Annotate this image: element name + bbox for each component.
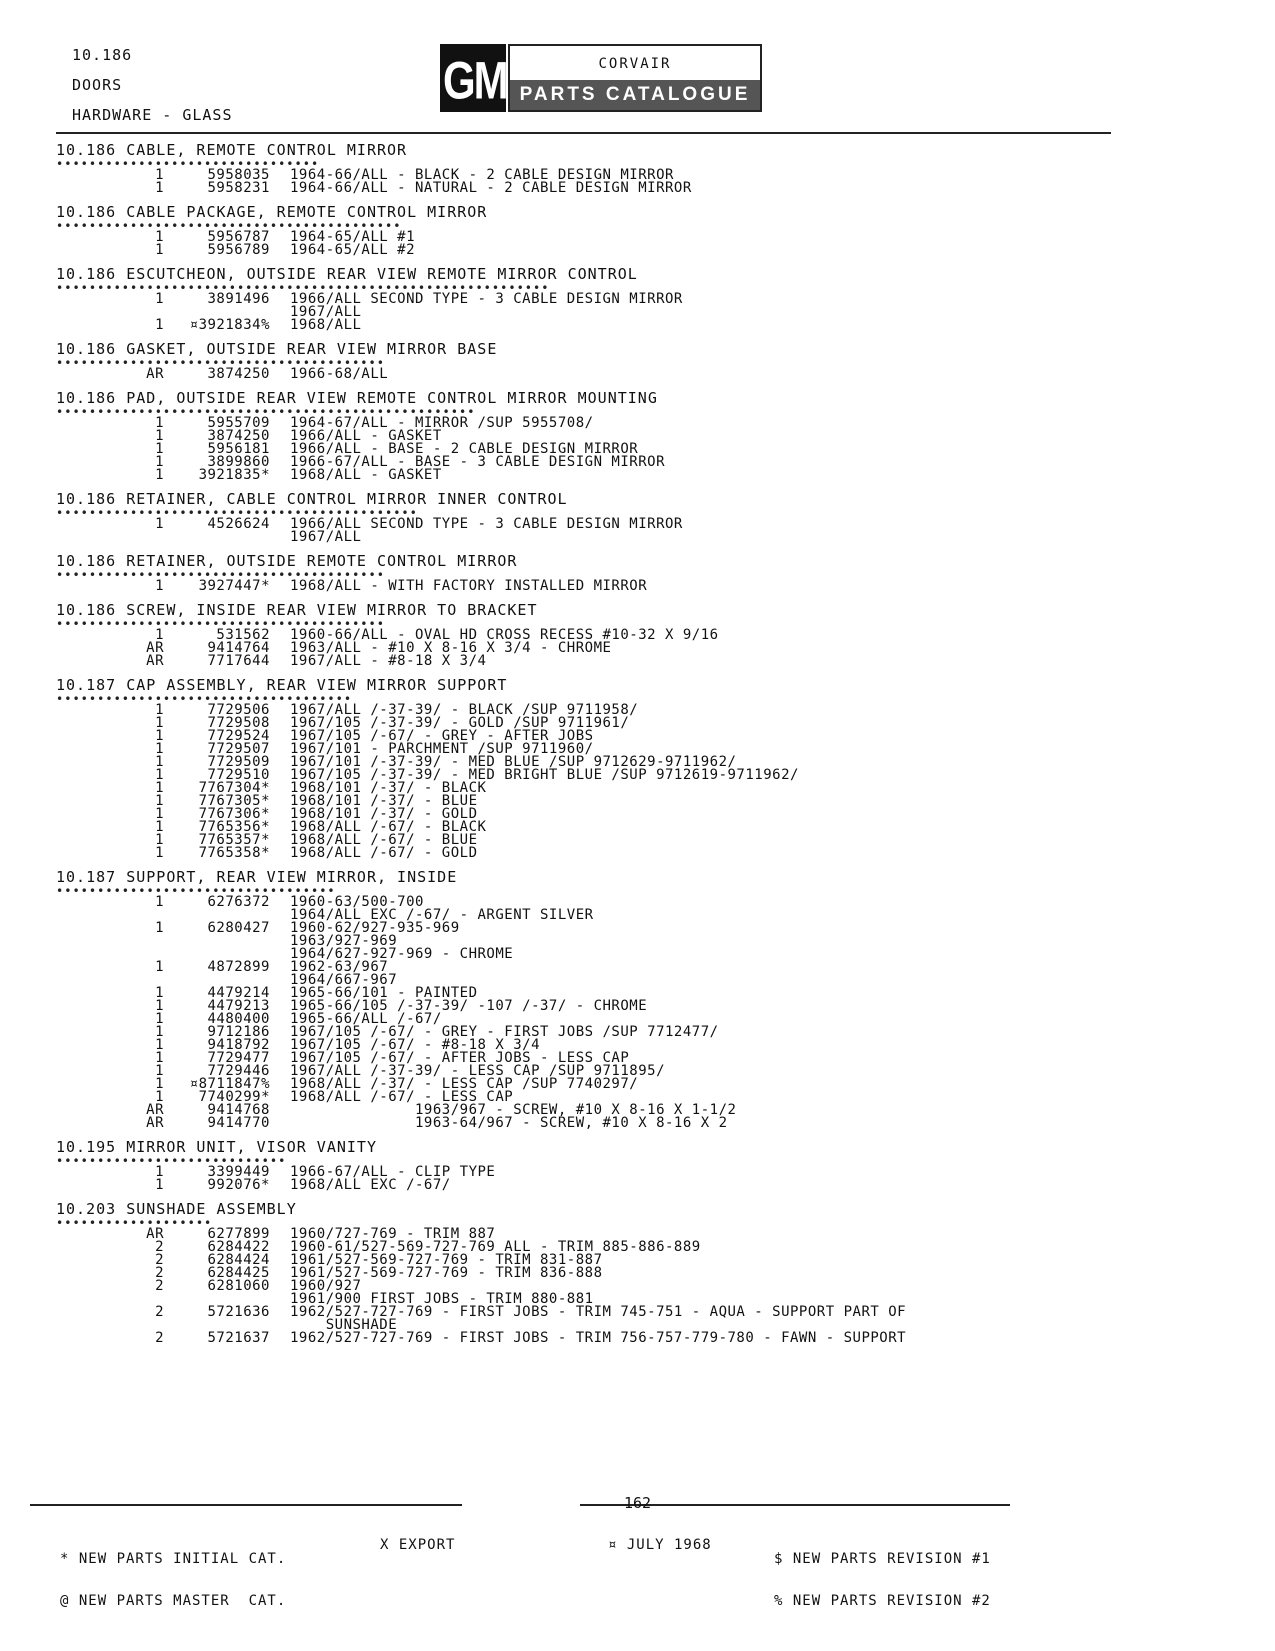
- part-description: 1964-66/ALL - NATURAL - 2 CABLE DESIGN MIRROR: [290, 180, 692, 196]
- part-row: [56, 580, 1116, 593]
- part-quantity: 1: [155, 780, 164, 796]
- part-quantity: 1: [155, 1177, 164, 1193]
- part-number: 9414770: [207, 1115, 270, 1131]
- part-number: 3891496: [207, 291, 270, 307]
- part-quantity: 1: [155, 806, 164, 822]
- part-quantity: 1: [155, 167, 164, 183]
- part-description: 1968/ALL /-67/ - BLUE: [290, 832, 478, 848]
- part-number: 531562: [216, 627, 270, 643]
- part-quantity: 1: [155, 415, 164, 431]
- parts-section: [56, 1137, 1116, 1192]
- parts-section: [56, 140, 1116, 195]
- part-row: [56, 293, 1116, 306]
- part-number: 4480400: [207, 1011, 270, 1027]
- part-quantity: 1: [155, 627, 164, 643]
- section-title: 10.186 PAD, OUTSIDE REAR VIEW REMOTE CONTROL MIRROR MOUNTING: [56, 389, 658, 407]
- part-quantity: 2: [155, 1239, 164, 1255]
- part-quantity: 1: [155, 1050, 164, 1066]
- footer-legend-right: [774, 1524, 991, 1622]
- part-quantity: 1: [155, 741, 164, 757]
- leader-dots: ••••••••••••••••••••••••••••••••••••••••••••: [56, 509, 418, 518]
- legend-revision-2: % NEW PARTS REVISION #2: [774, 1593, 991, 1609]
- brand-catalogue: PARTS CATALOGUE: [510, 80, 760, 110]
- part-quantity: 1: [155, 428, 164, 444]
- part-row: [56, 518, 1116, 531]
- part-number: 7729510: [207, 767, 270, 783]
- part-description: 1960/727-769 - TRIM 887: [290, 1226, 496, 1242]
- part-quantity: 1: [155, 985, 164, 1001]
- part-quantity: 1: [155, 728, 164, 744]
- part-description: 1963-64/967 - SCREW, #10 X 8-16 X 2: [290, 1115, 728, 1131]
- part-number: 9418792: [207, 1037, 270, 1053]
- part-quantity: 1: [155, 229, 164, 245]
- part-number: 5955709: [207, 415, 270, 431]
- section-title: 10.187 SUPPORT, REAR VIEW MIRROR, INSIDE: [56, 868, 458, 886]
- part-description: 1965-66/101 - PAINTED: [290, 985, 478, 1001]
- leader-dots: ••••••••••••••••••••••••••••••••••••••••: [56, 571, 385, 580]
- leader-dots: ••••••••••••••••••••••••••••••••••••: [56, 695, 353, 704]
- section-title: 10.186 CABLE, REMOTE CONTROL MIRROR: [56, 141, 408, 159]
- part-quantity: [56, 909, 164, 922]
- parts-section: [56, 388, 1116, 482]
- parts-section: [56, 339, 1116, 381]
- part-description: 1964-65/ALL #1: [290, 229, 416, 245]
- legend-export: X EXPORT: [380, 1537, 456, 1553]
- part-number: 3874250: [207, 428, 270, 444]
- part-number: [164, 531, 290, 544]
- part-description: 1967/ALL /-37-39/ - BLACK /SUP 9711958/: [290, 702, 639, 718]
- part-row: [56, 935, 1116, 948]
- part-quantity: 1: [155, 920, 164, 936]
- brand-model: CORVAIR: [598, 56, 672, 72]
- part-quantity: 1: [155, 715, 164, 731]
- part-number: 6284422: [207, 1239, 270, 1255]
- part-description: 1966/ALL SECOND TYPE - 3 CABLE DESIGN MIRROR: [290, 291, 683, 307]
- part-description: 1964-67/ALL - MIRROR /SUP 5955708/: [290, 415, 594, 431]
- part-description: 1967/105 /-67/ - #8-18 X 3/4: [290, 1037, 541, 1053]
- leader-dots: ••••••••••••••••••••••••••••••••••••••••: [56, 359, 385, 368]
- part-quantity: 1: [155, 516, 164, 532]
- part-description: 1966-67/ALL - CLIP TYPE: [290, 1164, 496, 1180]
- part-number: 9414764: [207, 640, 270, 656]
- legend-initial: * NEW PARTS INITIAL CAT.: [60, 1551, 287, 1567]
- part-number: 5721636: [207, 1304, 270, 1320]
- part-number: 9712186: [207, 1024, 270, 1040]
- part-description: 1968/ALL /-67/ - BLACK: [290, 819, 487, 835]
- part-quantity: 1: [155, 832, 164, 848]
- leader-dots: ••••••••••••••••••••••••••••••••: [56, 160, 320, 169]
- part-quantity: 1: [155, 754, 164, 770]
- part-description: 1968/ALL - WITH FACTORY INSTALLED MIRROR: [290, 578, 648, 594]
- part-quantity: 1: [155, 1089, 164, 1105]
- legend-master: @ NEW PARTS MASTER CAT.: [60, 1593, 287, 1609]
- part-quantity: 1: [155, 793, 164, 809]
- part-description: 1967/105 /-37-39/ - GOLD /SUP 9711961/: [290, 715, 630, 731]
- part-quantity: 2: [155, 1330, 164, 1346]
- part-quantity: 1: [155, 845, 164, 861]
- part-quantity: AR: [146, 366, 164, 382]
- part-description: 1965-66/105 /-37-39/ -107 /-37/ - CHROME: [290, 998, 648, 1014]
- section-title: 10.195 MIRROR UNIT, VISOR VANITY: [56, 1138, 377, 1156]
- part-description: 1960-66/ALL - OVAL HD CROSS RECESS #10-32 X 9/16: [290, 627, 719, 643]
- legend-revision-1: $ NEW PARTS REVISION #1: [774, 1551, 991, 1567]
- part-number: [164, 935, 290, 948]
- part-description: 1963/927-969: [290, 933, 398, 949]
- part-description: 1961/527-569-727-769 - TRIM 836-888: [290, 1265, 603, 1281]
- part-description: 1960-63/500-700: [290, 894, 424, 910]
- part-quantity: 1: [155, 1164, 164, 1180]
- group-name: DOORS: [72, 76, 123, 94]
- part-row: [56, 1306, 1116, 1319]
- part-number: 7767306*: [198, 806, 270, 822]
- part-row: [56, 847, 1116, 860]
- part-description: 1964/667-967: [290, 972, 398, 988]
- subgroup-name: HARDWARE - GLASS: [72, 106, 233, 124]
- part-number: 7767304*: [198, 780, 270, 796]
- part-row: [56, 319, 1116, 332]
- part-quantity: AR: [146, 653, 164, 669]
- header-left: [72, 40, 233, 130]
- part-description: 1968/101 /-37/ - BLACK: [290, 780, 487, 796]
- part-number: 7729506: [207, 702, 270, 718]
- part-row: [56, 182, 1116, 195]
- part-number: 7717644: [207, 653, 270, 669]
- part-number: ¤3921834%: [189, 317, 270, 333]
- part-number: 3399449: [207, 1164, 270, 1180]
- part-number: 7729446: [207, 1063, 270, 1079]
- part-quantity: 1: [155, 1076, 164, 1092]
- part-quantity: [56, 306, 164, 319]
- part-quantity: [56, 948, 164, 961]
- leader-dots: ••••••••••••••••••••••••••••••••••: [56, 887, 336, 896]
- part-quantity: 1: [155, 1011, 164, 1027]
- part-number: 5958035: [207, 167, 270, 183]
- part-number: 7765358*: [198, 845, 270, 861]
- part-number: 6277899: [207, 1226, 270, 1242]
- part-row: [56, 655, 1116, 668]
- part-description: 1964-65/ALL #2: [290, 242, 416, 258]
- parts-listing: [56, 140, 1116, 1352]
- parts-section: [56, 489, 1116, 544]
- part-number: 3899860: [207, 454, 270, 470]
- part-row: [56, 961, 1116, 974]
- part-description: 1962-63/967: [290, 959, 389, 975]
- part-description: 1964/627-927-969 - CHROME: [290, 946, 514, 962]
- parts-section: [56, 551, 1116, 593]
- part-quantity: 2: [155, 1278, 164, 1294]
- part-description: 1961/527-569-727-769 - TRIM 831-887: [290, 1252, 603, 1268]
- part-description: 1966/ALL SECOND TYPE - 3 CABLE DESIGN MIRROR: [290, 516, 683, 532]
- part-number: 6284425: [207, 1265, 270, 1281]
- part-number: 6276372: [207, 894, 270, 910]
- part-quantity: 2: [155, 1265, 164, 1281]
- part-description: 1963/ALL - #10 X 8-16 X 3/4 - CHROME: [290, 640, 612, 656]
- part-description: 1961/900 FIRST JOBS - TRIM 880-881: [290, 1291, 594, 1307]
- part-quantity: 1: [155, 1037, 164, 1053]
- part-number: 3874250: [207, 366, 270, 382]
- part-description: 1964/ALL EXC /-67/ - ARGENT SILVER: [290, 907, 594, 923]
- leader-dots: •••••••••••••••••••••••••••••••••••••••••••••••••••: [56, 408, 476, 417]
- part-description: 1962/527-727-769 - FIRST JOBS - TRIM 745-751 - AQUA - SUPPORT PART OF: [290, 1304, 907, 1320]
- gm-logo: GM: [440, 44, 506, 112]
- part-row: [56, 531, 1116, 544]
- parts-section: [56, 675, 1116, 860]
- leader-dots: ••••••••••••••••••••••••••••••••••••••••••: [56, 222, 402, 231]
- part-quantity: 1: [155, 1063, 164, 1079]
- part-row: [56, 244, 1116, 257]
- part-row: [56, 1332, 1116, 1345]
- part-quantity: AR: [146, 640, 164, 656]
- part-description: 1968/101 /-37/ - GOLD: [290, 806, 478, 822]
- part-description: SUNSHADE: [290, 1317, 398, 1333]
- part-description: 1965-66/ALL /-67/: [290, 1011, 442, 1027]
- part-description: 1967/101 - PARCHMENT /SUP 9711960/: [290, 741, 594, 757]
- part-description: 1963/967 - SCREW, #10 X 8-16 X 1-1/2: [290, 1102, 737, 1118]
- part-quantity: 1: [155, 317, 164, 333]
- part-quantity: [56, 935, 164, 948]
- part-quantity: AR: [146, 1102, 164, 1118]
- part-quantity: 1: [155, 819, 164, 835]
- part-quantity: 1: [155, 702, 164, 718]
- part-row: [56, 469, 1116, 482]
- part-number: 4479214: [207, 985, 270, 1001]
- part-quantity: 1: [155, 242, 164, 258]
- part-quantity: AR: [146, 1115, 164, 1131]
- page-number: 162: [623, 1494, 652, 1512]
- part-quantity: 1: [155, 767, 164, 783]
- section-title: 10.203 SUNSHADE ASSEMBLY: [56, 1200, 297, 1218]
- part-description: 1966/ALL - GASKET: [290, 428, 442, 444]
- part-number: 3921835*: [198, 467, 270, 483]
- section-title: 10.186 RETAINER, CABLE CONTROL MIRROR INNER CONTROL: [56, 490, 568, 508]
- part-row: [56, 1117, 1116, 1130]
- section-title: 10.186 SCREW, INSIDE REAR VIEW MIRROR TO BRACKET: [56, 601, 538, 619]
- part-description: 1967/105 /-67/ - GREY - FIRST JOBS /SUP 7712477/: [290, 1024, 719, 1040]
- part-description: 1967/105 /-67/ - AFTER JOBS - LESS CAP: [290, 1050, 630, 1066]
- part-quantity: 1: [155, 454, 164, 470]
- part-number: 7729508: [207, 715, 270, 731]
- part-description: 1967/105 /-67/ - GREY - AFTER JOBS: [290, 728, 594, 744]
- leader-dots: ••••••••••••••••••••••••••••••••••••••••: [56, 620, 385, 629]
- part-number: 7729509: [207, 754, 270, 770]
- section-title: 10.186 CABLE PACKAGE, REMOTE CONTROL MIRROR: [56, 203, 488, 221]
- part-number: 7767305*: [198, 793, 270, 809]
- part-number: ¤8711847%: [189, 1076, 270, 1092]
- part-row: [56, 368, 1116, 381]
- part-description: 1968/ALL EXC /-67/: [290, 1177, 451, 1193]
- section-title: 10.186 RETAINER, OUTSIDE REMOTE CONTROL MIRROR: [56, 552, 518, 570]
- brand-box: [508, 44, 762, 112]
- part-quantity: [56, 974, 164, 987]
- part-quantity: 1: [155, 998, 164, 1014]
- part-row: [56, 922, 1116, 935]
- parts-section: [56, 264, 1116, 332]
- part-quantity: [56, 531, 164, 544]
- part-number: 6280427: [207, 920, 270, 936]
- part-description: 1962/527-727-769 - FIRST JOBS - TRIM 756-757-779-780 - FAWN - SUPPORT: [290, 1330, 907, 1346]
- part-quantity: 1: [155, 291, 164, 307]
- part-quantity: [56, 1319, 164, 1332]
- part-description: 1967/ALL - #8-18 X 3/4: [290, 653, 487, 669]
- part-number: 5956787: [207, 229, 270, 245]
- part-quantity: 1: [155, 467, 164, 483]
- part-number: 7729524: [207, 728, 270, 744]
- section-title: 10.186 ESCUTCHEON, OUTSIDE REAR VIEW REMOTE MIRROR CONTROL: [56, 265, 638, 283]
- parts-section: [56, 202, 1116, 257]
- part-description: 1960-61/527-569-727-769 ALL - TRIM 885-886-889: [290, 1239, 701, 1255]
- part-number: 7729507: [207, 741, 270, 757]
- part-quantity: [56, 1293, 164, 1306]
- part-quantity: 1: [155, 578, 164, 594]
- part-number: 4872899: [207, 959, 270, 975]
- leader-dots: •••••••••••••••••••: [56, 1219, 213, 1228]
- part-number: 6281060: [207, 1278, 270, 1294]
- parts-section: [56, 867, 1116, 1130]
- part-number: 7765356*: [198, 819, 270, 835]
- part-number: 5956181: [207, 441, 270, 457]
- part-number: 992076*: [207, 1177, 270, 1193]
- part-description: 1968/101 /-37/ - BLUE: [290, 793, 478, 809]
- parts-section: [56, 600, 1116, 668]
- part-quantity: 1: [155, 894, 164, 910]
- part-quantity: 1: [155, 959, 164, 975]
- part-description: 1967/101 /-37-39/ - MED BLUE /SUP 9712629-9711962/: [290, 754, 737, 770]
- part-number: 4526624: [207, 516, 270, 532]
- part-description: 1967/105 /-37-39/ - MED BRIGHT BLUE /SUP 9712619-9711962/: [290, 767, 799, 783]
- part-number: 6284424: [207, 1252, 270, 1268]
- part-description: 1966-67/ALL - BASE - 3 CABLE DESIGN MIRROR: [290, 454, 666, 470]
- part-description: 1968/ALL /-67/ - LESS CAP: [290, 1089, 514, 1105]
- part-description: 1968/ALL - GASKET: [290, 467, 442, 483]
- part-description: 1967/ALL: [290, 304, 362, 320]
- part-number: 3927447*: [198, 578, 270, 594]
- section-title: 10.187 CAP ASSEMBLY, REAR VIEW MIRROR SUPPORT: [56, 676, 508, 694]
- part-number: 7740299*: [198, 1089, 270, 1105]
- part-description: 1968/ALL /-67/ - GOLD: [290, 845, 478, 861]
- part-quantity: 2: [155, 1304, 164, 1320]
- part-description: 1964-66/ALL - BLACK - 2 CABLE DESIGN MIRROR: [290, 167, 674, 183]
- header-rule: [56, 132, 1111, 134]
- part-row: [56, 1179, 1116, 1192]
- part-number: 7765357*: [198, 832, 270, 848]
- part-number: 5958231: [207, 180, 270, 196]
- part-quantity: 2: [155, 1252, 164, 1268]
- part-description: 1967/ALL: [290, 529, 362, 545]
- part-quantity: 1: [155, 180, 164, 196]
- part-number: 4479213: [207, 998, 270, 1014]
- part-number: 5956789: [207, 242, 270, 258]
- leader-dots: ••••••••••••••••••••••••••••••••••••••••••••••••••••••••••••: [56, 284, 550, 293]
- part-description: 1966/ALL - BASE - 2 CABLE DESIGN MIRROR: [290, 441, 639, 457]
- part-description: 1968/ALL /-37/ - LESS CAP /SUP 7740297/: [290, 1076, 639, 1092]
- part-description: 1960/927: [290, 1278, 362, 1294]
- part-quantity: 1: [155, 441, 164, 457]
- part-quantity: AR: [146, 1226, 164, 1242]
- part-number: 5721637: [207, 1330, 270, 1346]
- part-description: 1967/ALL /-37-39/ - LESS CAP /SUP 9711895/: [290, 1063, 666, 1079]
- parts-section: [56, 1199, 1116, 1345]
- part-quantity: 1: [155, 1024, 164, 1040]
- part-description: 1968/ALL: [290, 317, 362, 333]
- section-title: 10.186 GASKET, OUTSIDE REAR VIEW MIRROR BASE: [56, 340, 498, 358]
- footer-date: ¤ JULY 1968: [608, 1537, 712, 1553]
- part-number: 9414768: [207, 1102, 270, 1118]
- leader-dots: ••••••••••••••••••••••••••••: [56, 1157, 287, 1166]
- footer-legend-left: [60, 1524, 286, 1622]
- catalog-number: 10.186: [72, 46, 133, 64]
- part-description: 1960-62/927-935-969: [290, 920, 460, 936]
- part-description: 1966-68/ALL: [290, 366, 389, 382]
- part-number: 7729477: [207, 1050, 270, 1066]
